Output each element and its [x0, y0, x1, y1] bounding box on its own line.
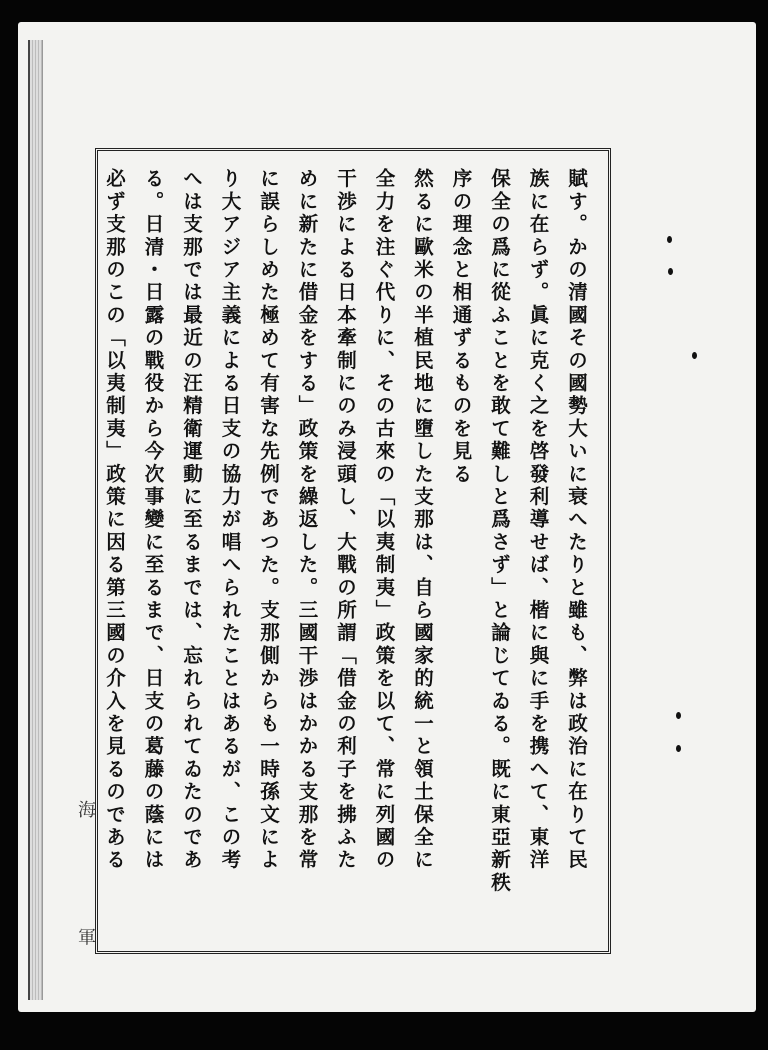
text-column: る。日清・日露の戰役から今次事變に至るまで、日支の葛藤の蔭には: [141, 168, 165, 872]
page-stack-edge: [28, 40, 43, 1000]
text-column: 干渉による日本牽制にのみ浸頭し、大戰の所謂「借金の利子を拂ふた: [334, 168, 357, 872]
text-column: り大アジア主義による日支の協力が唱へられたことはあるが、この考: [218, 168, 242, 872]
text-column: 保全の爲に從ふことを敢て難しと爲さず」と論じてゐる。既に東亞新秩: [488, 168, 511, 895]
text-column: めに新たに借金をする」政策を繰返した。三國干渉はかかる支那を常: [295, 168, 319, 872]
text-column: 序の理念と相通ずるものを見る: [449, 168, 473, 486]
text-column: 族に在らず。眞に克く之を啓發利導せば、楷に與に手を携へて、東洋: [526, 168, 550, 872]
text-column: へは支那では最近の汪精衛運動に至るまでは、忘れられてゐたのであ: [180, 168, 203, 872]
ink-speck: [676, 745, 681, 752]
ink-speck: [668, 268, 673, 275]
vertical-body-text: [103, 168, 595, 948]
text-column: 然るに歐米の半植民地に墮した支那は、自ら國家的統一と領土保全に: [411, 168, 434, 872]
text-column: 必ず支那のこの「以夷制夷」政策に因る第三國の介入を見るのである: [103, 168, 126, 872]
text-column: に誤らしめた極めて有害な先例であつた。支那側からも一時孫文によ: [257, 168, 280, 872]
ink-speck: [692, 352, 697, 359]
ink-speck: [676, 712, 681, 719]
running-head: 海 軍: [75, 800, 96, 998]
text-column: 全力を注ぐ代りに、その古來の「以夷制夷」政策を以て、常に列國の: [372, 168, 396, 872]
ink-speck: [667, 236, 672, 243]
text-column: 賦す。かの清國その國勢大いに衰へたりと雖も、弊は政治に在りて民: [565, 168, 588, 872]
